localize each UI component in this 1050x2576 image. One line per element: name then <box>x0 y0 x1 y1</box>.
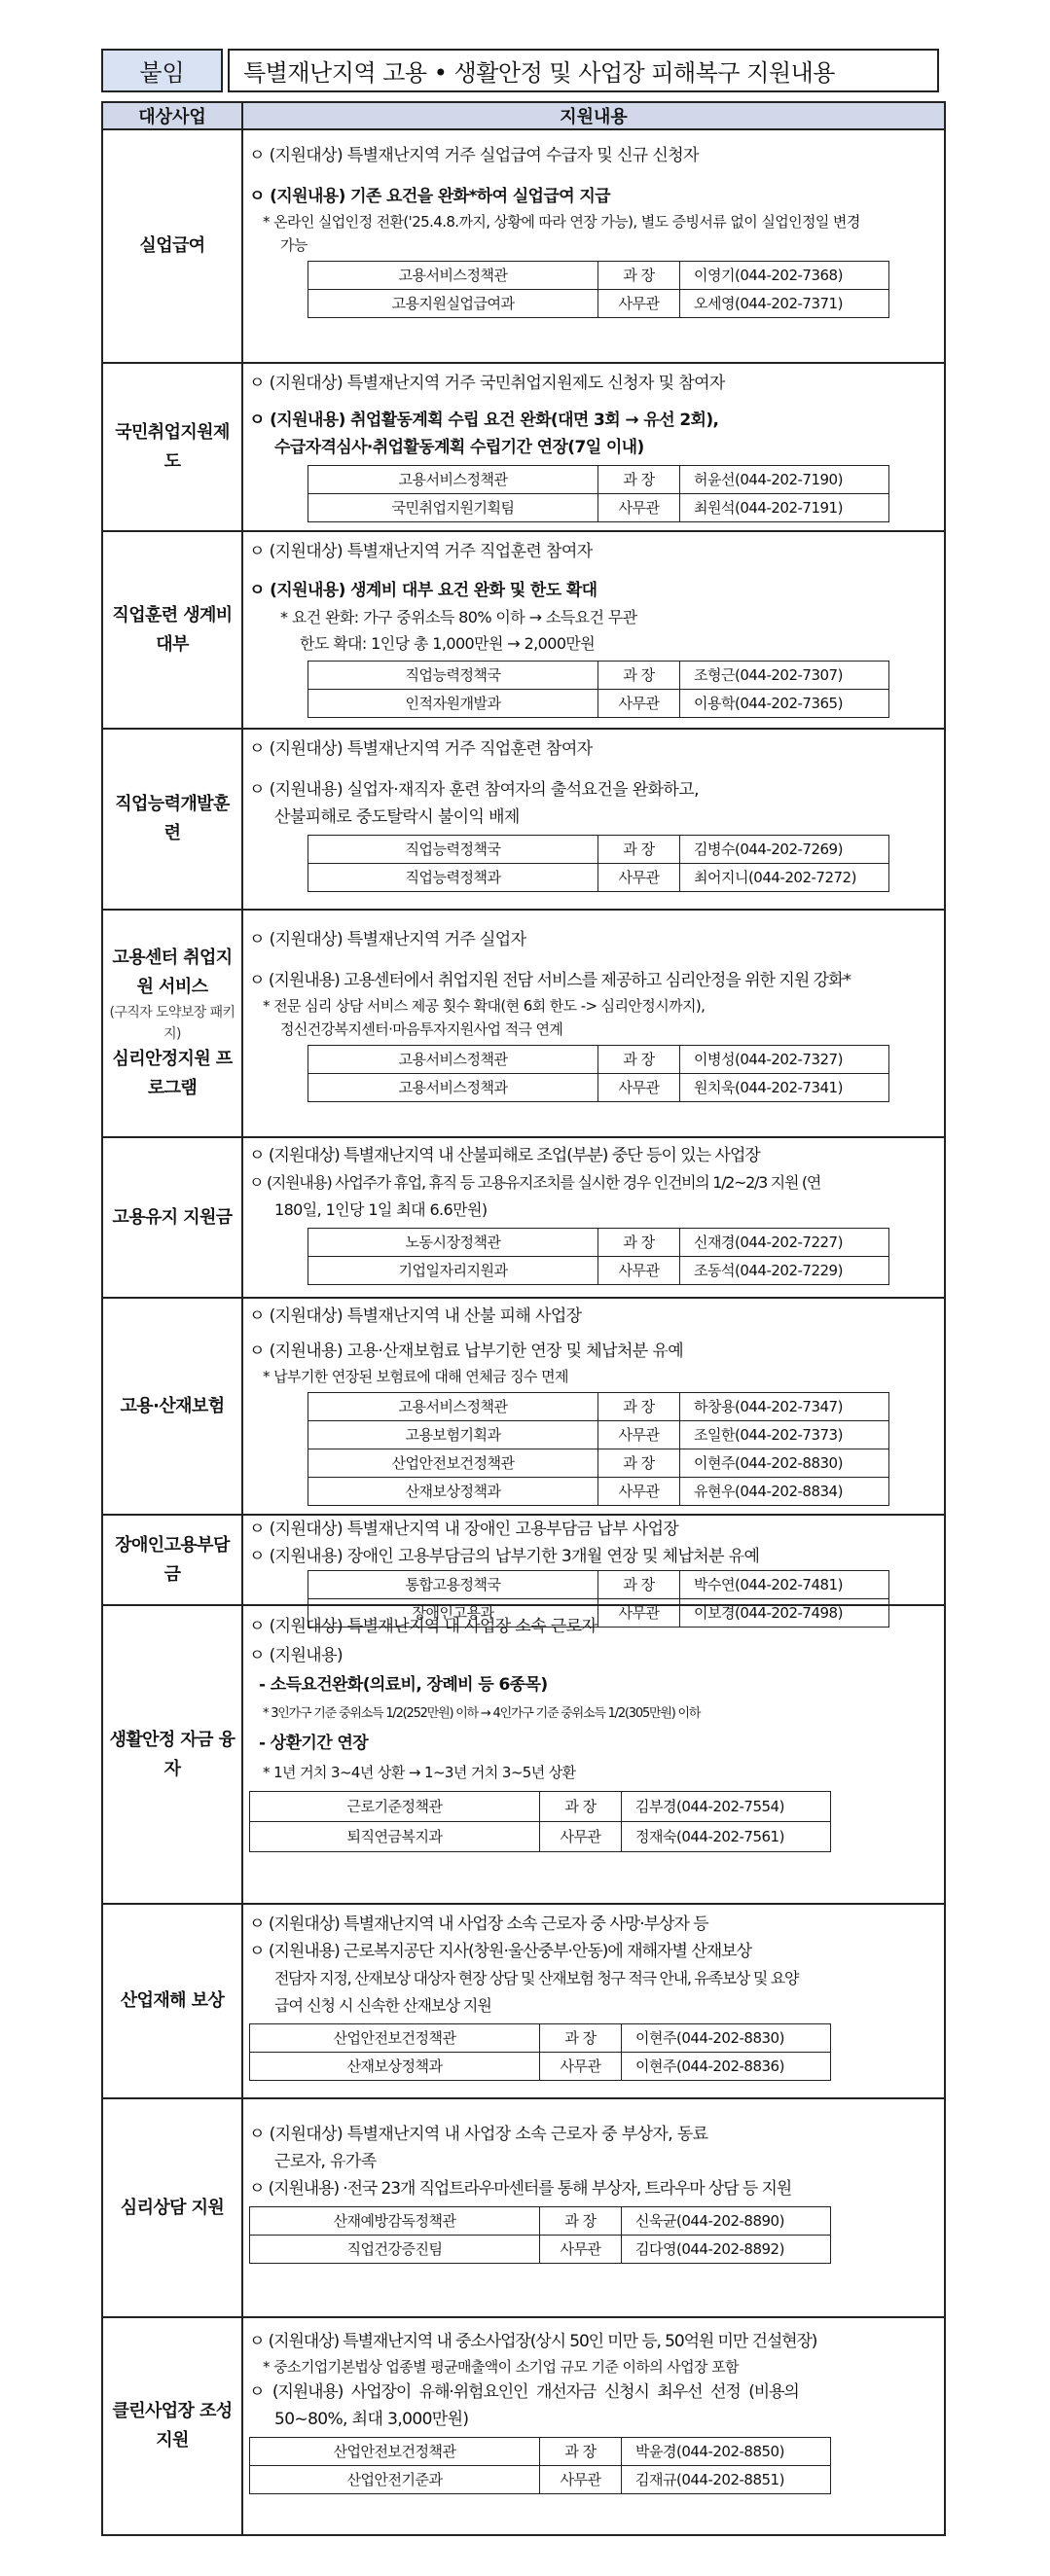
content-line: ㅇ (지원내용) 생계비 대부 요건 완화 및 한도 확대 <box>249 581 597 600</box>
category-label: 직업훈련 생계비 대부 <box>112 604 233 655</box>
contact-table <box>249 1791 831 1852</box>
row-category <box>103 2318 243 2534</box>
contact-office: 직업능력정책국 <box>308 836 598 864</box>
contact-office: 산업안전보건정책관 <box>250 2438 540 2466</box>
contact-office: 퇴직연금복지과 <box>250 1822 540 1852</box>
content-line: ㅇ (지원대상) 특별재난지역 거주 직업훈련 참여자 <box>249 542 593 561</box>
contact-role: 과 장 <box>598 1449 680 1478</box>
contact-office: 근로기준정책관 <box>250 1792 540 1822</box>
table-row <box>103 730 944 911</box>
contact-role: 과 장 <box>598 836 680 864</box>
contact-row <box>308 864 889 892</box>
contact-row <box>308 290 889 318</box>
page-title: 특별재난지역 고용 • 생활안정 및 사업장 피해복구 지원내용 <box>228 49 939 92</box>
content-note: * 중소기업기본법상 업종별 평균매출액이 소기업 규모 기준 이하의 사업장 포함 <box>263 2358 739 2376</box>
contact-office: 산재예방감독정책관 <box>250 2207 540 2236</box>
contact-row <box>250 2207 831 2236</box>
contact-name: 이보경(044-202-7498) <box>680 1599 889 1628</box>
row-category <box>103 1606 243 1903</box>
column-header-content: 지원내용 <box>560 107 628 127</box>
contact-office: 산업안전기준과 <box>250 2466 540 2494</box>
contact-name: 허윤선(044-202-7190) <box>680 466 889 494</box>
content-note: 한도 확대: 1인당 총 1,000만원 → 2,000만원 <box>300 634 596 653</box>
contact-row <box>308 494 889 522</box>
row-content <box>243 532 944 728</box>
contact-row <box>250 2466 831 2494</box>
row-content <box>243 1905 944 2097</box>
contact-row <box>250 1822 831 1852</box>
contact-row <box>308 690 889 718</box>
content-line: ㅇ (지원내용) 사업장이 유해·위험요인인 개선자금 신청시 최우선 선정 (비용의 <box>249 2382 799 2402</box>
content-line: 급여 신청 시 신속한 산재보상 지원 <box>274 1996 491 2015</box>
contact-name: 최어지니(044-202-7272) <box>680 864 889 892</box>
contact-row <box>308 262 889 290</box>
contact-name: 이용학(044-202-7365) <box>680 690 889 718</box>
contact-role: 사무관 <box>598 864 680 892</box>
content-line: ㅇ (지원대상) 특별재난지역 내 사업장 소속 근로자 중 부상자, 동료 <box>249 2125 708 2144</box>
row-category <box>103 1905 243 2097</box>
category-label: 직업능력개발훈련 <box>115 794 230 843</box>
contact-name: 김재규(044-202-8851) <box>622 2466 831 2494</box>
category-label: 고용·산재보험 <box>120 1395 225 1416</box>
row-content <box>243 730 944 909</box>
contact-role: 사무관 <box>598 494 680 522</box>
contact-role: 과 장 <box>598 1393 680 1421</box>
contact-name: 김부경(044-202-7554) <box>622 1792 831 1822</box>
contact-row <box>250 2438 831 2466</box>
content-line: ㅇ (지원내용) ·전국 23개 직업트라우마센터를 통해 부상자, 트라우마 상담 등 지원 <box>249 2179 792 2199</box>
contact-role: 사무관 <box>598 1074 680 1102</box>
contact-role: 사무관 <box>598 1599 680 1628</box>
row-category <box>103 1138 243 1297</box>
contact-office: 고용서비스정책관 <box>308 262 598 290</box>
row-category <box>103 730 243 909</box>
column-header-category: 대상사업 <box>103 103 243 128</box>
content-line: ㅇ (지원대상) 특별재난지역 내 산불피해로 조업(부분) 중단 등이 있는 사업장 <box>249 1146 760 1165</box>
contact-row <box>308 466 889 494</box>
content-line: ㅇ (지원대상) 특별재난지역 내 사업장 소속 근로자 <box>249 1617 597 1636</box>
contact-role: 과 장 <box>540 2207 622 2236</box>
contact-name: 원치욱(044-202-7341) <box>680 1074 889 1102</box>
category-label: 고용센터 취업지원 서비스 <box>112 948 233 997</box>
contact-row <box>308 1393 889 1421</box>
contact-office: 노동시장정책관 <box>308 1229 598 1257</box>
row-content <box>243 1516 944 1622</box>
contact-name: 조일한(044-202-7373) <box>680 1421 889 1449</box>
content-line: ㅇ (지원대상) 특별재난지역 거주 국민취업지원제도 신청자 및 참여자 <box>249 374 725 393</box>
category-label: 실업급여 <box>139 235 205 256</box>
content-line: ㅇ (지원내용) 기존 요건을 완화*하여 실업급여 지급 <box>249 187 610 206</box>
content-line: 근로자, 유가족 <box>274 2152 377 2171</box>
content-line: ㅇ (지원대상) 특별재난지역 거주 실업급여 수급자 및 신규 신청자 <box>249 146 699 165</box>
row-category <box>103 2099 243 2316</box>
contact-office: 고용서비스정책관 <box>308 1046 598 1074</box>
contact-name: 이현주(044-202-8830) <box>622 2024 831 2053</box>
contact-name: 최원석(044-202-7191) <box>680 494 889 522</box>
content-line: ㅇ (지원대상) 특별재난지역 내 중소사업장(상시 50인 미만 등, 50억원 미만 건설현장) <box>249 2332 817 2351</box>
contact-row <box>308 1478 889 1506</box>
content-line: 전담자 지정, 산재보상 대상자 현장 상담 및 산재보험 청구 적극 안내, 유족보상 및 요양 <box>274 1969 799 1987</box>
row-content <box>243 1606 944 1903</box>
category-label: 국민취업지원제도 <box>115 421 230 472</box>
content-line: ㅇ (지원대상) 특별재난지역 내 산불 피해 사업장 <box>249 1306 582 1326</box>
contact-role: 사무관 <box>540 2053 622 2081</box>
contact-name: 이영기(044-202-7368) <box>680 262 889 290</box>
contact-row <box>308 1421 889 1449</box>
table-row <box>103 1905 944 2099</box>
content-note: * 1년 거치 3~4년 상환 → 1~3년 거치 3~5년 상환 <box>263 1764 576 1781</box>
content-note: 가능 <box>280 236 308 254</box>
table-header <box>103 103 944 130</box>
contact-name: 이병성(044-202-7327) <box>680 1046 889 1074</box>
contact-table <box>308 661 889 718</box>
content-line: ㅇ (지원내용) 고용·산재보험료 납부기한 연장 및 체납처분 유예 <box>249 1342 684 1361</box>
row-content <box>243 130 944 362</box>
contact-table <box>308 261 889 318</box>
contact-role: 사무관 <box>540 2236 622 2264</box>
row-category <box>103 911 243 1136</box>
contact-name: 신재경(044-202-7227) <box>680 1229 889 1257</box>
contact-office: 고용보험기획과 <box>308 1421 598 1449</box>
contact-role: 과 장 <box>540 2438 622 2466</box>
row-category <box>103 130 243 362</box>
category-label: 클린사업장 조성지원 <box>112 2401 233 2451</box>
contact-row <box>308 662 889 690</box>
contact-office: 통합고용정책국 <box>308 1571 598 1599</box>
contact-office: 기업일자리지원과 <box>308 1257 598 1285</box>
contact-name: 김병수(044-202-7269) <box>680 836 889 864</box>
contact-name: 하창용(044-202-7347) <box>680 1393 889 1421</box>
row-category <box>103 364 243 530</box>
contact-office: 고용서비스정책관 <box>308 1393 598 1421</box>
contact-row <box>308 1571 889 1599</box>
contact-role: 사무관 <box>540 1822 622 1852</box>
contact-row <box>308 1074 889 1102</box>
contact-role: 과 장 <box>540 1792 622 1822</box>
contact-name: 오세영(044-202-7371) <box>680 290 889 318</box>
contact-role: 사무관 <box>598 1478 680 1506</box>
contact-table <box>249 2023 831 2081</box>
content-note: * 3인가구 기준 중위소득 1/2(252만원) 이하 → 4인가구 기준 중위소득 1/2(305만원) 이하 <box>263 1706 701 1721</box>
content-line: 산불피해로 중도탈락시 불이익 배제 <box>274 807 520 827</box>
content-line: 180일, 1인당 1일 최대 6.6만원) <box>274 1200 488 1219</box>
content-line: - 상환기간 연장 <box>259 1734 369 1753</box>
contact-table <box>308 1392 889 1506</box>
category-label: 심리상담 지원 <box>120 2197 225 2218</box>
content-line: ㅇ (지원대상) 특별재난지역 내 사업장 소속 근로자 중 사망·부상자 등 <box>249 1914 708 1934</box>
attachment-badge: 붙임 <box>101 49 223 92</box>
table-row <box>103 2318 944 2534</box>
contact-role: 과 장 <box>598 1571 680 1599</box>
contact-row <box>250 2024 831 2053</box>
category-label: 고용유지 지원금 <box>112 1206 233 1228</box>
row-content <box>243 2099 944 2316</box>
contact-office: 산업안전보건정책관 <box>250 2024 540 2053</box>
table-row <box>103 1138 944 1299</box>
contact-row <box>250 2236 831 2264</box>
content-note: * 요건 완화: 가구 중위소득 80% 이하 → 소득요건 무관 <box>280 608 637 626</box>
row-category <box>103 1516 243 1604</box>
row-content <box>243 364 944 530</box>
contact-table <box>308 1045 889 1102</box>
contact-office: 고용지원실업급여과 <box>308 290 598 318</box>
content-note: * 전문 심리 상담 서비스 제공 횟수 확대(현 6회 한도 -> 심리안정시까지), <box>263 997 706 1015</box>
contact-row <box>308 1257 889 1285</box>
contact-role: 사무관 <box>598 290 680 318</box>
contact-office: 직업건강증진팀 <box>250 2236 540 2264</box>
support-table <box>101 101 946 2536</box>
contact-office: 고용서비스정책과 <box>308 1074 598 1102</box>
content-line: ㅇ (지원내용) 사업주가 휴업, 휴직 등 고용유지조치를 실시한 경우 인건비의 1/2~2/3 지원 (연 <box>249 1173 820 1192</box>
row-content <box>243 1299 944 1514</box>
content-line: ㅇ (지원내용) 취업활동계획 수립 요건 완화(대면 3회 → 유선 2회), <box>249 411 719 430</box>
content-line: 수급자격심사·취업활동계획 수립기간 연장(7일 이내) <box>274 438 644 457</box>
content-line: ㅇ (지원대상) 특별재난지역 내 장애인 고용부담금 납부 사업장 <box>249 1520 679 1539</box>
contact-role: 사무관 <box>540 2466 622 2494</box>
contact-name: 조동석(044-202-7229) <box>680 1257 889 1285</box>
table-row <box>103 2099 944 2318</box>
contact-office: 산재보상정책과 <box>308 1478 598 1506</box>
content-line: ㅇ (지원내용) 근로복지공단 지사(창원·울산중부·안동)에 재해자별 산재보상 <box>249 1942 752 1961</box>
contact-row <box>308 1229 889 1257</box>
contact-table <box>308 1228 889 1285</box>
contact-name: 유현우(044-202-8834) <box>680 1478 889 1506</box>
contact-row <box>308 836 889 864</box>
category-label-2: 심리안정지원 프로그램 <box>112 1049 233 1098</box>
contact-name: 박수연(044-202-7481) <box>680 1571 889 1599</box>
content-line: ㅇ (지원내용) 고용센터에서 취업지원 전담 서비스를 제공하고 심리안정을 위한 지원 강화* <box>249 971 851 990</box>
table-row <box>103 364 944 532</box>
contact-office: 국민취업지원기획팀 <box>308 494 598 522</box>
contact-table <box>249 2206 831 2264</box>
row-category <box>103 1299 243 1514</box>
contact-table <box>308 835 889 892</box>
table-row <box>103 532 944 730</box>
content-line: 50~80%, 최대 3,000만원) <box>274 2410 469 2429</box>
contact-name: 이현주(044-202-8836) <box>622 2053 831 2081</box>
table-row <box>103 1299 944 1516</box>
table-row <box>103 1606 944 1905</box>
content-note: 정신건강복지센터·마음투자지원사업 적극 연계 <box>280 1020 563 1038</box>
table-row <box>103 130 944 364</box>
contact-role: 과 장 <box>598 466 680 494</box>
contact-office: 인적자원개발과 <box>308 690 598 718</box>
category-label: 생활안정 자금 융자 <box>109 1729 235 1779</box>
contact-office: 산재보상정책과 <box>250 2053 540 2081</box>
content-line: ㅇ (지원내용) <box>249 1646 343 1665</box>
contact-role: 과 장 <box>598 1229 680 1257</box>
contact-table <box>308 465 889 522</box>
contact-office: 고용서비스정책관 <box>308 466 598 494</box>
row-content <box>243 1138 944 1297</box>
contact-role: 사무관 <box>598 1421 680 1449</box>
content-note: * 납부기한 연장된 보험료에 대해 연체금 징수 면제 <box>263 1368 568 1385</box>
contact-role: 사무관 <box>598 1257 680 1285</box>
contact-role: 사무관 <box>598 690 680 718</box>
contact-office: 직업능력정책국 <box>308 662 598 690</box>
category-label: 장애인고용부담금 <box>115 1534 230 1585</box>
content-note: * 온라인 실업인정 전환('25.4.8.까지, 상황에 따라 연장 가능), 별도 증빙서류 없이 실업인정일 변경 <box>263 213 860 231</box>
contact-name: 정재숙(044-202-7561) <box>622 1822 831 1852</box>
contact-office: 직업능력정책과 <box>308 864 598 892</box>
category-sub-label: (구직자 도약보장 패키지) <box>109 1005 235 1042</box>
contact-office: 산업안전보건정책관 <box>308 1449 598 1478</box>
contact-name: 조형근(044-202-7307) <box>680 662 889 690</box>
contact-role: 과 장 <box>598 1046 680 1074</box>
contact-name: 이현주(044-202-8830) <box>680 1449 889 1478</box>
row-content <box>243 911 944 1136</box>
contact-role: 과 장 <box>598 662 680 690</box>
contact-office: 장애인고용과 <box>308 1599 598 1628</box>
row-content <box>243 2318 944 2534</box>
contact-name: 신욱균(044-202-8890) <box>622 2207 831 2236</box>
category-label: 산업재해 보상 <box>120 1990 225 2011</box>
table-row <box>103 911 944 1138</box>
contact-name: 김다영(044-202-8892) <box>622 2236 831 2264</box>
contact-role: 과 장 <box>540 2024 622 2053</box>
content-line: ㅇ (지원대상) 특별재난지역 거주 실업자 <box>249 930 526 949</box>
content-line: - 소득요건완화(의료비, 장례비 등 6종목) <box>259 1675 548 1695</box>
content-line: ㅇ (지원내용) 장애인 고용부담금의 납부기한 3개월 연장 및 체납처분 유예 <box>249 1547 760 1566</box>
contact-row <box>250 1792 831 1822</box>
contact-row <box>250 2053 831 2081</box>
content-line: ㅇ (지원내용) 실업자·재직자 훈련 참여자의 출석요건을 완화하고, <box>249 780 699 800</box>
contact-row <box>308 1449 889 1478</box>
contact-table <box>249 2437 831 2494</box>
contact-role: 과 장 <box>598 262 680 290</box>
row-category <box>103 532 243 728</box>
contact-name: 박윤경(044-202-8850) <box>622 2438 831 2466</box>
contact-row <box>308 1046 889 1074</box>
content-line: ㅇ (지원대상) 특별재난지역 거주 직업훈련 참여자 <box>249 739 593 759</box>
table-row <box>103 1516 944 1622</box>
